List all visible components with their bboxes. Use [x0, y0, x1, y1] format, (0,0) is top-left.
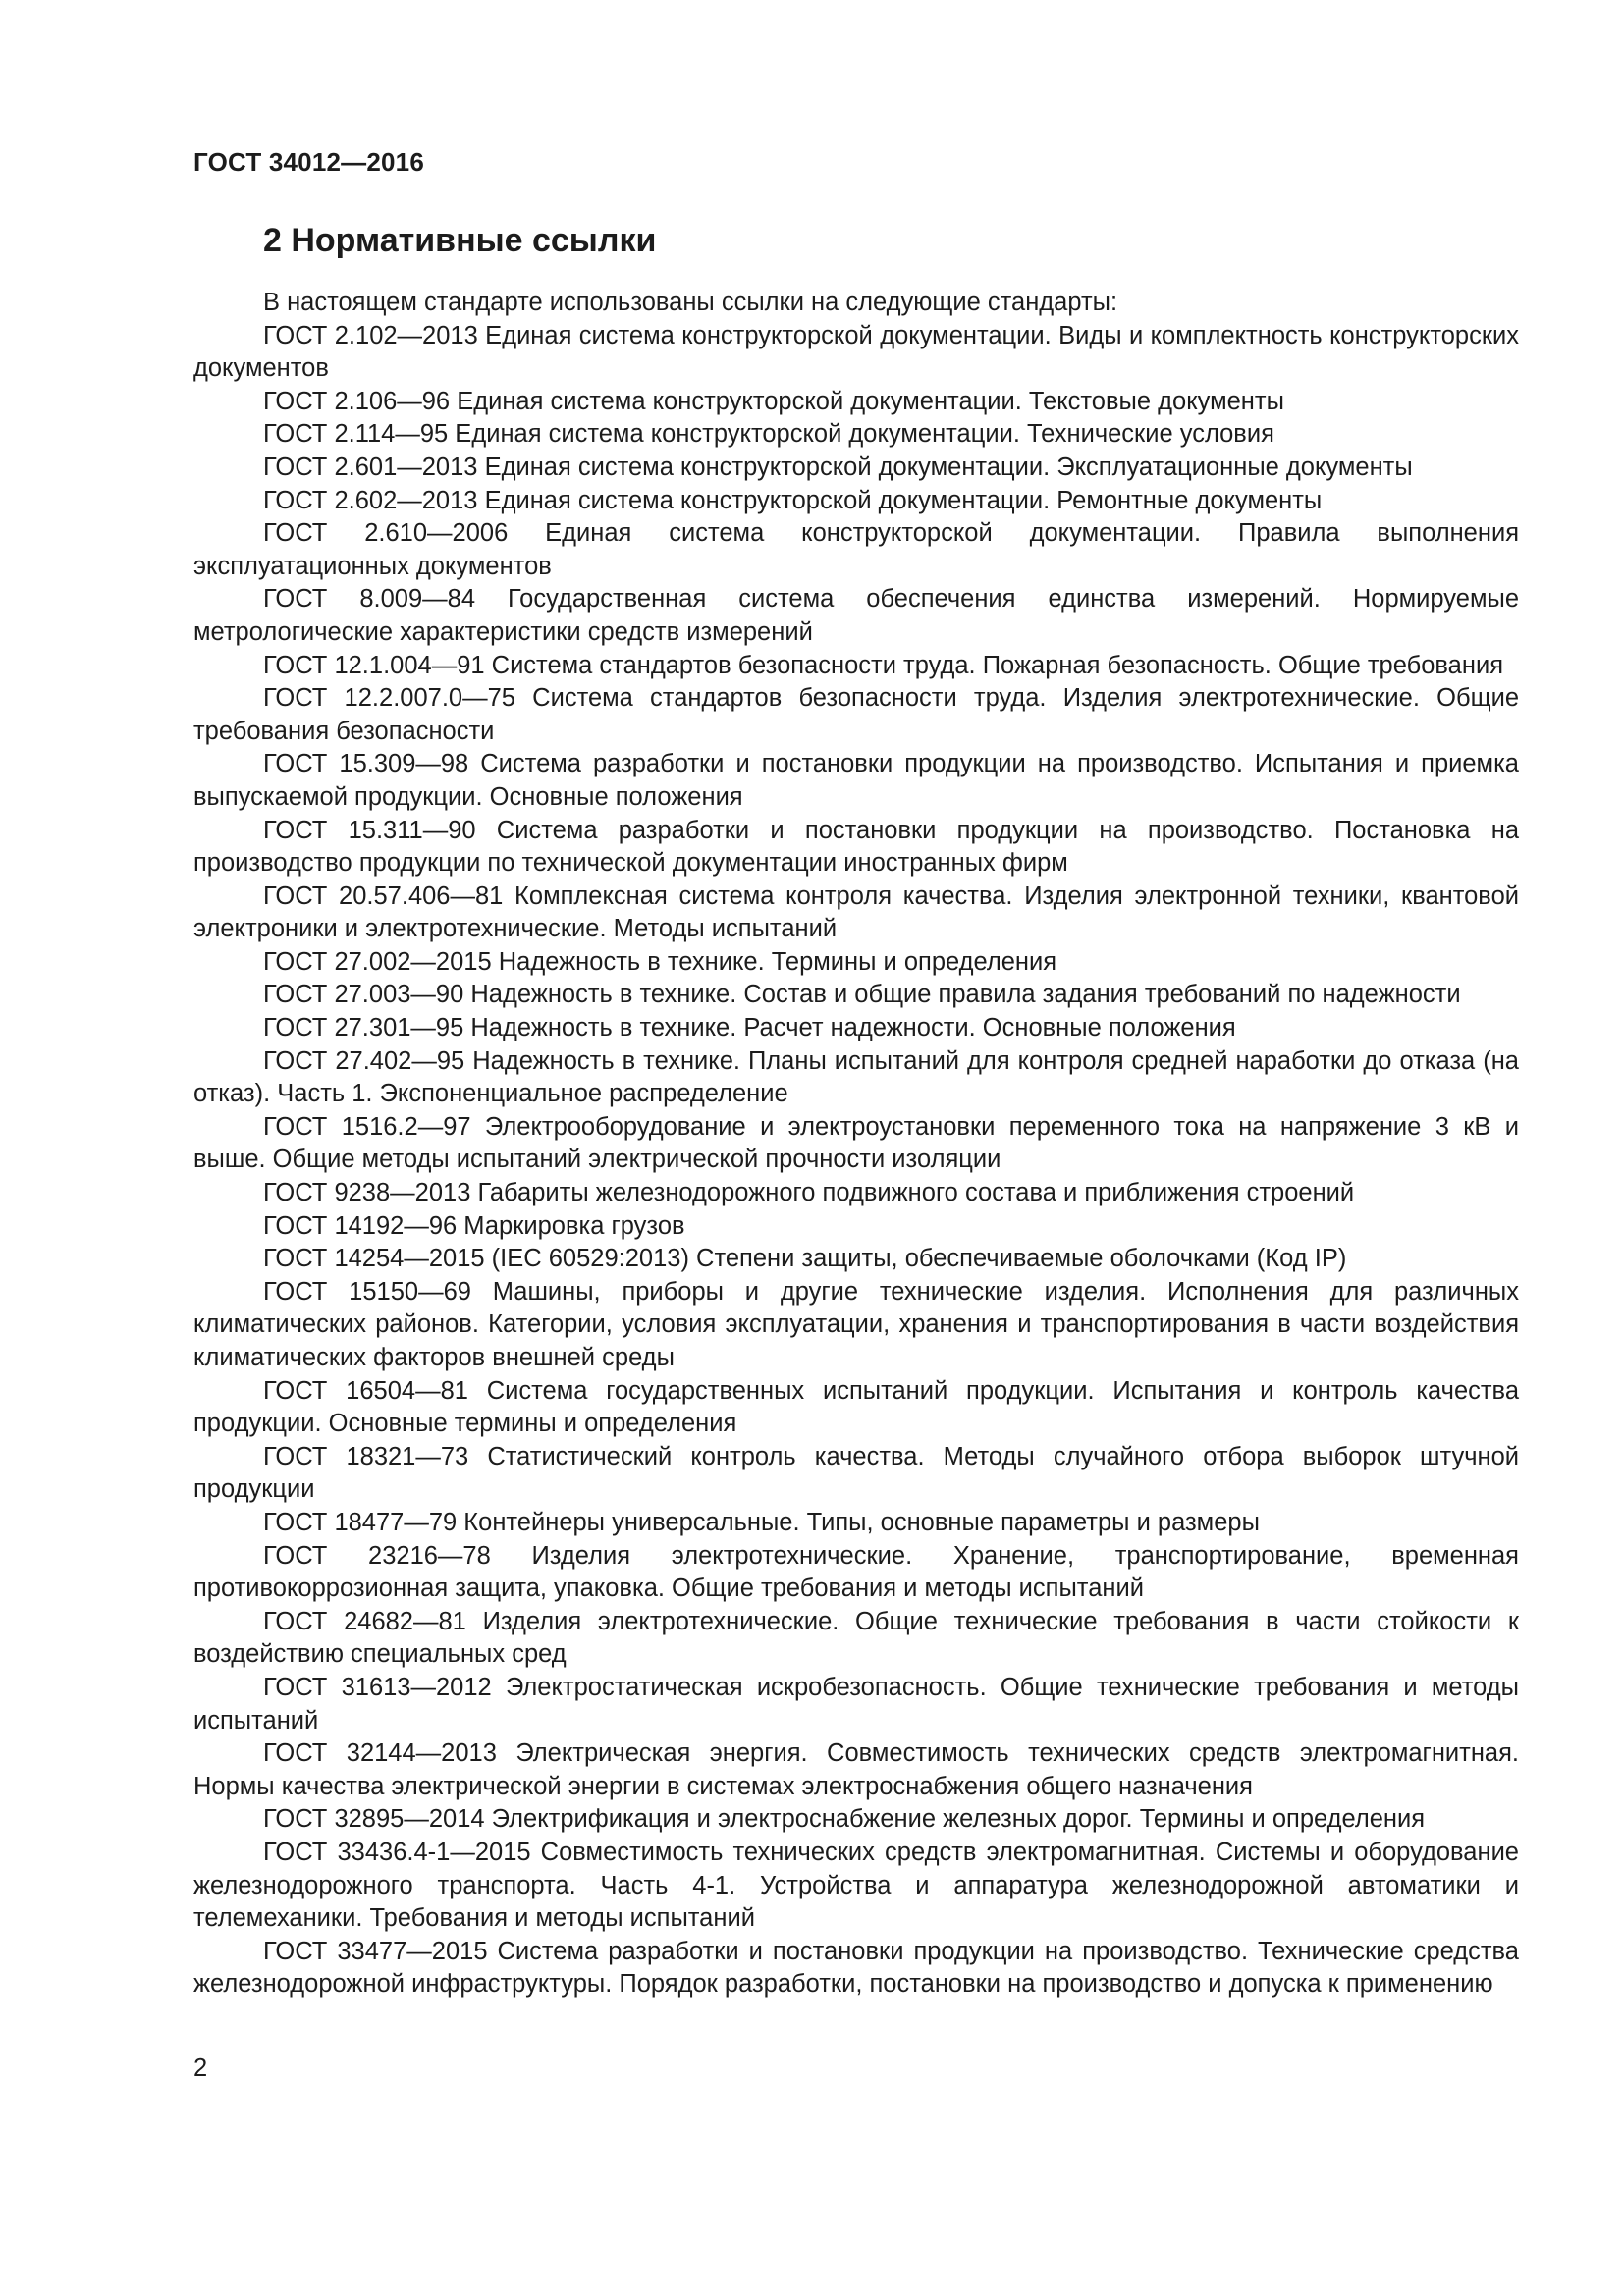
reference-item: ГОСТ 2.610—2006 Единая система конструкторской документации. Правила выполнения эксплуатационных документов: [193, 519, 1519, 580]
reference-item: ГОСТ 31613—2012 Электростатическая искробезопасность. Общие технические требования и методы испытаний: [193, 1673, 1519, 1735]
reference-item: ГОСТ 32144—2013 Электрическая энергия. Совместимость технических средств электромагнитная. Нормы качества электрической энергии в системах электроснабжения общего назначения: [193, 1739, 1519, 1800]
reference-item: ГОСТ 33436.4-1—2015 Совместимость технических средств электромагнитная. Системы и оборудование железнодорожного транспорта. Часть 4-1. Устройства и аппаратура железнодорожной автоматики и телемеханики. Требования и методы испытаний: [193, 1838, 1519, 1933]
reference-item: ГОСТ 23216—78 Изделия электротехнические. Хранение, транспортирование, временная противокоррозионная защита, упаковка. Общие требования и методы испытаний: [193, 1541, 1519, 1603]
reference-item: ГОСТ 24682—81 Изделия электротехнические. Общие технические требования в части стойкости к воздействию специальных сред: [193, 1607, 1519, 1669]
reference-item: ГОСТ 9238—2013 Габариты железнодорожного подвижного состава и приближения строений: [263, 1179, 1355, 1207]
reference-item: ГОСТ 15150—69 Машины, приборы и другие технические изделия. Исполнения для различных климатических районов. Категории, условия эксплуатации, хранения и транспортирования в части воздействия климатических факторов внешней среды: [193, 1277, 1519, 1371]
reference-item: ГОСТ 2.602—2013 Единая система конструкторской документации. Ремонтные документы: [263, 486, 1323, 514]
section-intro: В настоящем стандарте использованы ссылки на следующие стандарты:: [263, 289, 1118, 316]
reference-item: ГОСТ 14192—96 Маркировка грузов: [263, 1211, 685, 1240]
section-title: 2 Нормативные ссылки: [263, 222, 657, 259]
reference-item: ГОСТ 16504—81 Система государственных испытаний продукции. Испытания и контроль качества продукции. Основные термины и определения: [193, 1376, 1519, 1438]
reference-item: ГОСТ 20.57.406—81 Комплексная система контроля качества. Изделия электронной техники, квантовой электроники и электротехнические. Методы испытаний: [193, 881, 1519, 943]
reference-item: ГОСТ 2.601—2013 Единая система конструкторской документации. Эксплуатационные документы: [263, 453, 1413, 481]
reference-list: [193, 320, 1519, 2002]
reference-item: ГОСТ 12.1.004—91 Система стандартов безопасности труда. Пожарная безопасность. Общие требования: [263, 651, 1503, 679]
reference-item: ГОСТ 8.009—84 Государственная система обеспечения единства измерений. Нормируемые метрологические характеристики средств измерений: [193, 585, 1519, 646]
reference-item: ГОСТ 27.003—90 Надежность в технике. Состав и общие правила задания требований по надежности: [263, 981, 1461, 1009]
reference-item: ГОСТ 33477—2015 Система разработки и постановки продукции на производство. Технические средства железнодорожной инфраструктуры. Порядок разработки, постановки на производство и допуска к применению: [193, 1937, 1519, 1999]
reference-item: ГОСТ 27.301—95 Надежность в технике. Расчет надежности. Основные положения: [263, 1014, 1236, 1042]
reference-item: ГОСТ 27.402—95 Надежность в технике. Планы испытаний для контроля средней наработки до отказа (на отказ). Часть 1. Экспоненциальное распределение: [193, 1046, 1519, 1108]
reference-item: ГОСТ 15.309—98 Система разработки и постановки продукции на производство. Испытания и приемка выпускаемой продукции. Основные положения: [193, 750, 1519, 811]
section-body: [193, 287, 1519, 2002]
reference-item: ГОСТ 18321—73 Статистический контроль качества. Методы случайного отбора выборок штучной продукции: [193, 1442, 1519, 1504]
page-number: 2: [193, 2055, 208, 2082]
reference-item: ГОСТ 14254—2015 (IEC 60529:2013) Степени защиты, обеспечиваемые оболочками (Код IP): [263, 1245, 1347, 1273]
reference-item: ГОСТ 1516.2—97 Электрооборудование и электроустановки переменного тока на напряжение 3 кВ и выше. Общие методы испытаний электрической прочности изоляции: [193, 1112, 1519, 1174]
reference-item: ГОСТ 12.2.007.0—75 Система стандартов безопасности труда. Изделия электротехнические. Общие требования безопасности: [193, 684, 1519, 745]
reference-item: ГОСТ 2.106—96 Единая система конструкторской документации. Текстовые документы: [263, 387, 1284, 415]
reference-item: ГОСТ 18477—79 Контейнеры универсальные. Типы, основные параметры и размеры: [263, 1508, 1260, 1536]
reference-item: ГОСТ 27.002—2015 Надежность в технике. Термины и определения: [263, 947, 1057, 976]
reference-item: ГОСТ 2.114—95 Единая система конструкторской документации. Технические условия: [263, 420, 1274, 449]
document-header: ГОСТ 34012—2016: [193, 147, 424, 177]
reference-item: ГОСТ 15.311—90 Система разработки и постановки продукции на производство. Постановка на производство продукции по технической документации иностранных фирм: [193, 816, 1519, 878]
reference-item: ГОСТ 2.102—2013 Единая система конструкторской документации. Виды и комплектность конструкторских документов: [193, 321, 1519, 383]
reference-item: ГОСТ 32895—2014 Электрификация и электроснабжение железных дорог. Термины и определения: [263, 1805, 1426, 1834]
